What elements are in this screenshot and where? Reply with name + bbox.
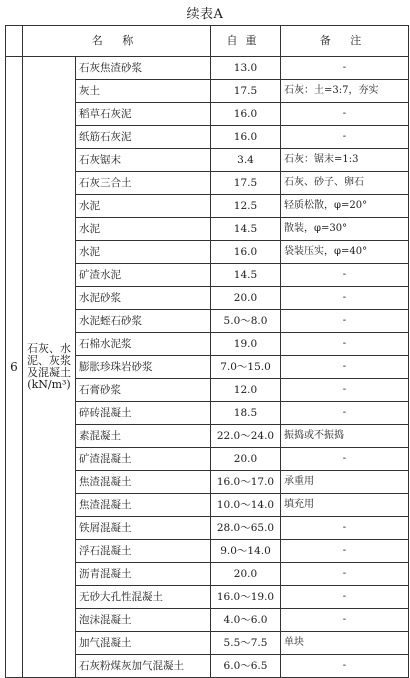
unit-weight: 13.0 (211, 57, 281, 80)
unit-weight: 3.4 (211, 149, 281, 172)
remark: - (281, 356, 409, 379)
remark: 填充用 (281, 494, 409, 517)
material-name: 石灰锯末 (76, 149, 211, 172)
header-row (6, 26, 409, 57)
category-name-line: 及混凝土 (27, 366, 71, 379)
material-name: 水泥砂浆 (76, 287, 211, 310)
remark: 单块 (281, 632, 409, 655)
remark: 石灰、砂子、卵石 (281, 172, 409, 195)
unit-weight: 6.0～6.5 (211, 655, 281, 678)
category-name-line: (kN/m³) (27, 378, 71, 391)
remark: - (281, 264, 409, 287)
unit-weight: 16.0～17.0 (211, 471, 281, 494)
material-name: 无砂大孔性混凝土 (76, 586, 211, 609)
remark: - (281, 310, 409, 333)
unit-weight: 16.0 (211, 126, 281, 149)
unit-weight: 12.5 (211, 195, 281, 218)
unit-weight: 20.0 (211, 448, 281, 471)
material-weight-table (5, 25, 409, 678)
material-name: 水泥 (76, 195, 211, 218)
unit-weight: 16.0～19.0 (211, 586, 281, 609)
remark: 袋装压实，φ=40° (281, 241, 409, 264)
unit-weight: 5.0～8.0 (211, 310, 281, 333)
material-name: 焦渣混凝土 (76, 471, 211, 494)
remark: - (281, 57, 409, 80)
remark: - (281, 333, 409, 356)
category-name-line: 石灰、水 (27, 342, 71, 355)
remark: - (281, 287, 409, 310)
unit-weight: 14.5 (211, 264, 281, 287)
material-name: 石棉水泥浆 (76, 333, 211, 356)
unit-weight: 18.5 (211, 402, 281, 425)
material-name: 焦渣混凝土 (76, 494, 211, 517)
remark: 承重用 (281, 471, 409, 494)
remark: 振捣或不振捣 (281, 425, 409, 448)
material-name: 膨胀珍珠岩砂浆 (76, 356, 211, 379)
remark: 石灰：锯末=1:3 (281, 149, 409, 172)
remark: 散装，φ=30° (281, 218, 409, 241)
remark: - (281, 517, 409, 540)
unit-weight: 17.5 (211, 172, 281, 195)
header-weight: 自重 (211, 26, 281, 57)
material-name: 铁屑混凝土 (76, 517, 211, 540)
remark: - (281, 126, 409, 149)
header-blank (6, 26, 23, 57)
material-name: 灰土 (76, 80, 211, 103)
unit-weight: 22.0～24.0 (211, 425, 281, 448)
remark: - (281, 540, 409, 563)
material-name: 沥青混凝土 (76, 563, 211, 586)
remark: - (281, 379, 409, 402)
material-name: 浮石混凝土 (76, 540, 211, 563)
remark: - (281, 655, 409, 678)
material-name: 纸筋石灰泥 (76, 126, 211, 149)
material-name: 石灰焦渣砂浆 (76, 57, 211, 80)
unit-weight: 17.5 (211, 80, 281, 103)
unit-weight: 28.0～65.0 (211, 517, 281, 540)
material-name: 泡沫混凝土 (76, 609, 211, 632)
material-name: 素混凝土 (76, 425, 211, 448)
remark: - (281, 448, 409, 471)
category-name-line: 泥、灰浆 (27, 354, 71, 367)
remark: - (281, 402, 409, 425)
remark: 石灰：土=3:7，夯实 (281, 80, 409, 103)
unit-weight: 20.0 (211, 563, 281, 586)
material-name: 水泥 (76, 218, 211, 241)
material-name: 水泥 (76, 241, 211, 264)
material-name: 碎砖混凝土 (76, 402, 211, 425)
remark: - (281, 103, 409, 126)
unit-weight: 16.0 (211, 103, 281, 126)
table-body (6, 57, 409, 678)
material-name: 石灰粉煤灰加气混凝土 (76, 655, 211, 678)
category-name (23, 57, 76, 678)
unit-weight: 9.0～14.0 (211, 540, 281, 563)
unit-weight: 20.0 (211, 287, 281, 310)
material-name: 矿渣混凝土 (76, 448, 211, 471)
remark: 轻质松散，φ=20° (281, 195, 409, 218)
unit-weight: 5.5～7.5 (211, 632, 281, 655)
unit-weight: 14.5 (211, 218, 281, 241)
unit-weight: 12.0 (211, 379, 281, 402)
header-name: 名 称 (23, 26, 211, 57)
unit-weight: 4.0～6.0 (211, 609, 281, 632)
remark: - (281, 609, 409, 632)
unit-weight: 19.0 (211, 333, 281, 356)
material-name: 矿渣水泥 (76, 264, 211, 287)
category-index: 6 (6, 57, 23, 678)
remark: - (281, 586, 409, 609)
material-name: 水泥蛭石砂浆 (76, 310, 211, 333)
unit-weight: 10.0～14.0 (211, 494, 281, 517)
unit-weight: 16.0 (211, 241, 281, 264)
header-note: 备 注 (281, 26, 409, 57)
material-name: 石灰三合土 (76, 172, 211, 195)
remark: - (281, 563, 409, 586)
material-name: 稻草石灰泥 (76, 103, 211, 126)
unit-weight: 7.0～15.0 (211, 356, 281, 379)
table-caption: 续表A (186, 7, 224, 22)
table-row (6, 57, 409, 80)
material-name: 加气混凝土 (76, 632, 211, 655)
material-name: 石膏砂浆 (76, 379, 211, 402)
